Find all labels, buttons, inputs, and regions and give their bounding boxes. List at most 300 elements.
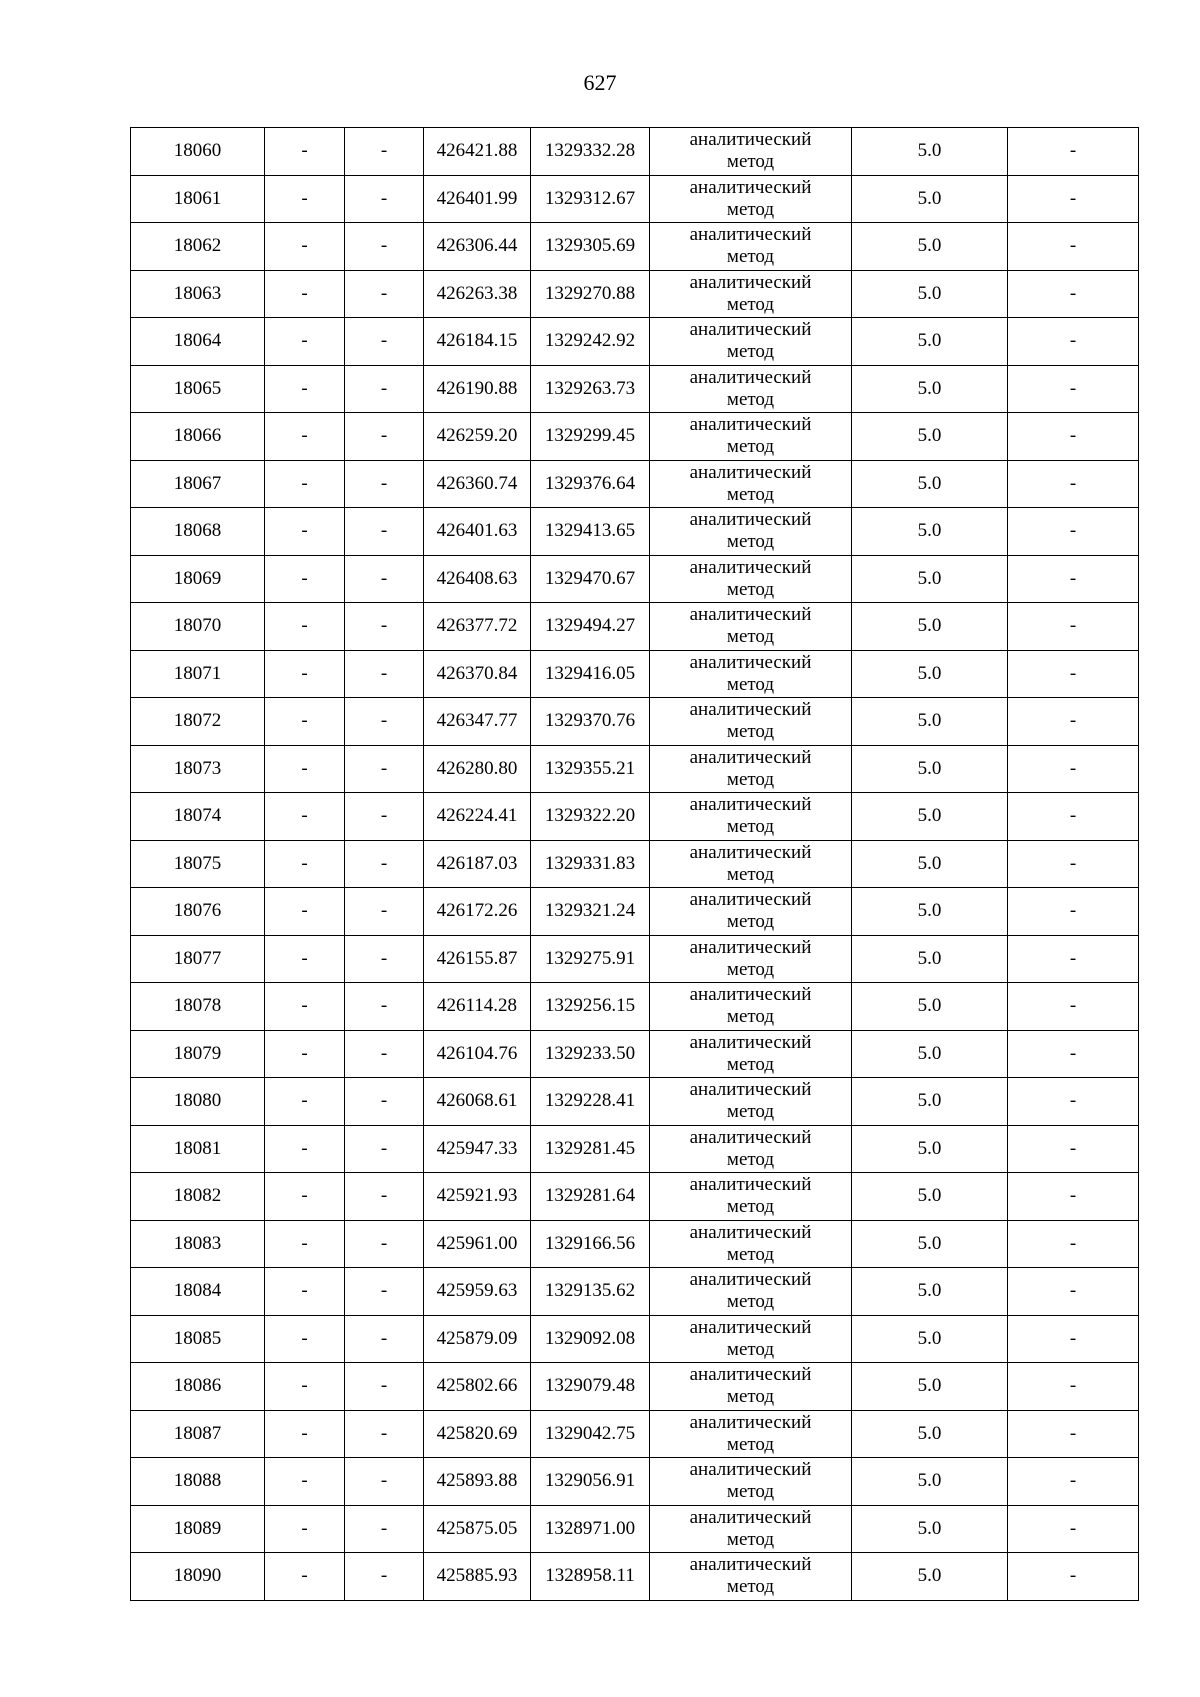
method-line-2: метод bbox=[726, 1053, 775, 1075]
table-row bbox=[131, 365, 1139, 413]
dash-cell-1: - bbox=[265, 508, 345, 556]
method-line-2: метод bbox=[726, 246, 775, 268]
x-coordinate-cell: 426377.72 bbox=[424, 603, 531, 651]
dash-cell-1: - bbox=[265, 1505, 345, 1553]
y-coordinate-cell: 1329166.56 bbox=[531, 1220, 650, 1268]
table-row bbox=[131, 983, 1139, 1031]
point-id-cell: 18082 bbox=[131, 1173, 265, 1221]
dash-cell-3: - bbox=[1008, 1030, 1139, 1078]
point-id-cell: 18074 bbox=[131, 793, 265, 841]
table-row bbox=[131, 650, 1139, 698]
dash-cell-2: - bbox=[345, 983, 424, 1031]
x-coordinate-cell: 425947.33 bbox=[424, 1125, 531, 1173]
point-id-cell: 18076 bbox=[131, 888, 265, 936]
dash-cell-1: - bbox=[265, 1125, 345, 1173]
method-line-1: аналитический bbox=[689, 1079, 812, 1101]
point-id-cell: 18064 bbox=[131, 318, 265, 366]
method-line-1: аналитический bbox=[689, 889, 812, 911]
method-line-1: аналитический bbox=[689, 794, 812, 816]
method-line-2: метод bbox=[726, 1338, 775, 1360]
method-line-1: аналитический bbox=[689, 366, 812, 388]
dash-cell-1: - bbox=[265, 460, 345, 508]
accuracy-value-cell: 5.0 bbox=[852, 128, 1008, 176]
method-line-2: метод bbox=[726, 1196, 775, 1218]
point-id-cell: 18073 bbox=[131, 745, 265, 793]
dash-cell-3: - bbox=[1008, 128, 1139, 176]
method-line-1: аналитический bbox=[689, 1506, 812, 1528]
y-coordinate-cell: 1329305.69 bbox=[531, 223, 650, 271]
x-coordinate-cell: 426401.63 bbox=[424, 508, 531, 556]
method-line-1: аналитический bbox=[689, 1126, 812, 1148]
method-cell bbox=[650, 318, 852, 366]
method-line-1: аналитический bbox=[689, 1031, 812, 1053]
method-cell bbox=[650, 508, 852, 556]
method-line-2: метод bbox=[726, 388, 775, 410]
table-row bbox=[131, 1125, 1139, 1173]
x-coordinate-cell: 426187.03 bbox=[424, 840, 531, 888]
y-coordinate-cell: 1329233.50 bbox=[531, 1030, 650, 1078]
dash-cell-1: - bbox=[265, 1315, 345, 1363]
method-line-1: аналитический bbox=[689, 129, 812, 151]
method-cell bbox=[650, 413, 852, 461]
method-line-2: метод bbox=[726, 1148, 775, 1170]
accuracy-value-cell: 5.0 bbox=[852, 555, 1008, 603]
method-line-2: метод bbox=[726, 151, 775, 173]
x-coordinate-cell: 426224.41 bbox=[424, 793, 531, 841]
method-line-1: аналитический bbox=[689, 841, 812, 863]
table-row bbox=[131, 793, 1139, 841]
y-coordinate-cell: 1329416.05 bbox=[531, 650, 650, 698]
dash-cell-1: - bbox=[265, 793, 345, 841]
method-line-2: метод bbox=[726, 1528, 775, 1550]
x-coordinate-cell: 426408.63 bbox=[424, 555, 531, 603]
y-coordinate-cell: 1329135.62 bbox=[531, 1268, 650, 1316]
dash-cell-1: - bbox=[265, 365, 345, 413]
dash-cell-2: - bbox=[345, 650, 424, 698]
accuracy-value-cell: 5.0 bbox=[852, 1458, 1008, 1506]
y-coordinate-cell: 1329332.28 bbox=[531, 128, 650, 176]
dash-cell-2: - bbox=[345, 1315, 424, 1363]
x-coordinate-cell: 426184.15 bbox=[424, 318, 531, 366]
dash-cell-3: - bbox=[1008, 840, 1139, 888]
accuracy-value-cell: 5.0 bbox=[852, 1410, 1008, 1458]
accuracy-value-cell: 5.0 bbox=[852, 1220, 1008, 1268]
dash-cell-2: - bbox=[345, 1553, 424, 1601]
dash-cell-2: - bbox=[345, 1268, 424, 1316]
x-coordinate-cell: 425959.63 bbox=[424, 1268, 531, 1316]
y-coordinate-cell: 1329299.45 bbox=[531, 413, 650, 461]
dash-cell-2: - bbox=[345, 935, 424, 983]
table-row bbox=[131, 555, 1139, 603]
dash-cell-3: - bbox=[1008, 1220, 1139, 1268]
dash-cell-2: - bbox=[345, 1125, 424, 1173]
x-coordinate-cell: 426114.28 bbox=[424, 983, 531, 1031]
accuracy-value-cell: 5.0 bbox=[852, 1173, 1008, 1221]
method-line-2: метод bbox=[726, 1576, 775, 1598]
y-coordinate-cell: 1329355.21 bbox=[531, 745, 650, 793]
accuracy-value-cell: 5.0 bbox=[852, 983, 1008, 1031]
method-line-1: аналитический bbox=[689, 1554, 812, 1576]
x-coordinate-cell: 425885.93 bbox=[424, 1553, 531, 1601]
method-line-1: аналитический bbox=[689, 1459, 812, 1481]
table-row bbox=[131, 1410, 1139, 1458]
dash-cell-1: - bbox=[265, 698, 345, 746]
table-row bbox=[131, 1030, 1139, 1078]
method-line-2: метод bbox=[726, 1481, 775, 1503]
method-cell bbox=[650, 175, 852, 223]
dash-cell-2: - bbox=[345, 1410, 424, 1458]
method-cell bbox=[650, 793, 852, 841]
accuracy-value-cell: 5.0 bbox=[852, 888, 1008, 936]
dash-cell-1: - bbox=[265, 1078, 345, 1126]
dash-cell-2: - bbox=[345, 175, 424, 223]
dash-cell-2: - bbox=[345, 508, 424, 556]
y-coordinate-cell: 1328958.11 bbox=[531, 1553, 650, 1601]
accuracy-value-cell: 5.0 bbox=[852, 698, 1008, 746]
point-id-cell: 18075 bbox=[131, 840, 265, 888]
y-coordinate-cell: 1329092.08 bbox=[531, 1315, 650, 1363]
method-line-2: метод bbox=[726, 198, 775, 220]
y-coordinate-cell: 1329312.67 bbox=[531, 175, 650, 223]
method-line-1: аналитический bbox=[689, 1221, 812, 1243]
method-cell bbox=[650, 935, 852, 983]
dash-cell-1: - bbox=[265, 840, 345, 888]
dash-cell-3: - bbox=[1008, 983, 1139, 1031]
method-cell bbox=[650, 840, 852, 888]
dash-cell-1: - bbox=[265, 1410, 345, 1458]
table-body bbox=[131, 128, 1139, 1601]
y-coordinate-cell: 1328971.00 bbox=[531, 1505, 650, 1553]
method-cell bbox=[650, 270, 852, 318]
point-id-cell: 18084 bbox=[131, 1268, 265, 1316]
table-row bbox=[131, 840, 1139, 888]
x-coordinate-cell: 426190.88 bbox=[424, 365, 531, 413]
x-coordinate-cell: 426347.77 bbox=[424, 698, 531, 746]
dash-cell-3: - bbox=[1008, 1458, 1139, 1506]
method-cell bbox=[650, 983, 852, 1031]
method-line-2: метод bbox=[726, 768, 775, 790]
y-coordinate-cell: 1329256.15 bbox=[531, 983, 650, 1031]
y-coordinate-cell: 1329281.45 bbox=[531, 1125, 650, 1173]
accuracy-value-cell: 5.0 bbox=[852, 318, 1008, 366]
table-row bbox=[131, 1505, 1139, 1553]
point-id-cell: 18087 bbox=[131, 1410, 265, 1458]
dash-cell-2: - bbox=[345, 1173, 424, 1221]
x-coordinate-cell: 425921.93 bbox=[424, 1173, 531, 1221]
method-cell bbox=[650, 603, 852, 651]
x-coordinate-cell: 426155.87 bbox=[424, 935, 531, 983]
dash-cell-2: - bbox=[345, 888, 424, 936]
method-cell bbox=[650, 555, 852, 603]
dash-cell-3: - bbox=[1008, 1363, 1139, 1411]
y-coordinate-cell: 1329270.88 bbox=[531, 270, 650, 318]
dash-cell-2: - bbox=[345, 460, 424, 508]
dash-cell-2: - bbox=[345, 1505, 424, 1553]
method-line-2: метод bbox=[726, 436, 775, 458]
accuracy-value-cell: 5.0 bbox=[852, 840, 1008, 888]
method-line-2: метод bbox=[726, 673, 775, 695]
x-coordinate-cell: 426370.84 bbox=[424, 650, 531, 698]
x-coordinate-cell: 425820.69 bbox=[424, 1410, 531, 1458]
dash-cell-3: - bbox=[1008, 745, 1139, 793]
method-line-2: метод bbox=[726, 1386, 775, 1408]
dash-cell-1: - bbox=[265, 935, 345, 983]
accuracy-value-cell: 5.0 bbox=[852, 270, 1008, 318]
method-cell bbox=[650, 223, 852, 271]
method-line-1: аналитический bbox=[689, 414, 812, 436]
method-cell bbox=[650, 650, 852, 698]
x-coordinate-cell: 426263.38 bbox=[424, 270, 531, 318]
method-line-2: метод bbox=[726, 531, 775, 553]
method-line-2: метод bbox=[726, 1006, 775, 1028]
accuracy-value-cell: 5.0 bbox=[852, 460, 1008, 508]
dash-cell-1: - bbox=[265, 603, 345, 651]
method-cell bbox=[650, 1173, 852, 1221]
dash-cell-2: - bbox=[345, 128, 424, 176]
dash-cell-3: - bbox=[1008, 555, 1139, 603]
method-line-2: метод bbox=[726, 1291, 775, 1313]
method-line-1: аналитический bbox=[689, 1316, 812, 1338]
table-row bbox=[131, 460, 1139, 508]
y-coordinate-cell: 1329042.75 bbox=[531, 1410, 650, 1458]
dash-cell-2: - bbox=[345, 270, 424, 318]
dash-cell-3: - bbox=[1008, 365, 1139, 413]
table-row bbox=[131, 1458, 1139, 1506]
table-row bbox=[131, 698, 1139, 746]
y-coordinate-cell: 1329370.76 bbox=[531, 698, 650, 746]
point-id-cell: 18090 bbox=[131, 1553, 265, 1601]
dash-cell-3: - bbox=[1008, 1125, 1139, 1173]
point-id-cell: 18085 bbox=[131, 1315, 265, 1363]
x-coordinate-cell: 426401.99 bbox=[424, 175, 531, 223]
accuracy-value-cell: 5.0 bbox=[852, 935, 1008, 983]
dash-cell-1: - bbox=[265, 1030, 345, 1078]
dash-cell-2: - bbox=[345, 603, 424, 651]
dash-cell-1: - bbox=[265, 1363, 345, 1411]
table-row bbox=[131, 603, 1139, 651]
dash-cell-2: - bbox=[345, 698, 424, 746]
table-row bbox=[131, 270, 1139, 318]
table-row bbox=[131, 745, 1139, 793]
table-row bbox=[131, 1173, 1139, 1221]
dash-cell-3: - bbox=[1008, 413, 1139, 461]
y-coordinate-cell: 1329376.64 bbox=[531, 460, 650, 508]
point-id-cell: 18065 bbox=[131, 365, 265, 413]
method-line-1: аналитический bbox=[689, 1174, 812, 1196]
y-coordinate-cell: 1329281.64 bbox=[531, 1173, 650, 1221]
dash-cell-2: - bbox=[345, 1363, 424, 1411]
method-line-1: аналитический bbox=[689, 651, 812, 673]
y-coordinate-cell: 1329331.83 bbox=[531, 840, 650, 888]
dash-cell-3: - bbox=[1008, 935, 1139, 983]
accuracy-value-cell: 5.0 bbox=[852, 1553, 1008, 1601]
accuracy-value-cell: 5.0 bbox=[852, 413, 1008, 461]
accuracy-value-cell: 5.0 bbox=[852, 1505, 1008, 1553]
y-coordinate-cell: 1329228.41 bbox=[531, 1078, 650, 1126]
x-coordinate-cell: 426360.74 bbox=[424, 460, 531, 508]
accuracy-value-cell: 5.0 bbox=[852, 365, 1008, 413]
accuracy-value-cell: 5.0 bbox=[852, 1125, 1008, 1173]
method-line-2: метод bbox=[726, 1243, 775, 1265]
method-cell bbox=[650, 1125, 852, 1173]
table-row bbox=[131, 1078, 1139, 1126]
dash-cell-2: - bbox=[345, 413, 424, 461]
y-coordinate-cell: 1329079.48 bbox=[531, 1363, 650, 1411]
dash-cell-1: - bbox=[265, 555, 345, 603]
point-id-cell: 18063 bbox=[131, 270, 265, 318]
y-coordinate-cell: 1329242.92 bbox=[531, 318, 650, 366]
table-row bbox=[131, 888, 1139, 936]
dash-cell-3: - bbox=[1008, 1553, 1139, 1601]
dash-cell-2: - bbox=[345, 223, 424, 271]
dash-cell-2: - bbox=[345, 555, 424, 603]
table-row bbox=[131, 1315, 1139, 1363]
dash-cell-2: - bbox=[345, 1220, 424, 1268]
point-id-cell: 18068 bbox=[131, 508, 265, 556]
method-line-2: метод bbox=[726, 958, 775, 980]
dash-cell-2: - bbox=[345, 1458, 424, 1506]
point-id-cell: 18071 bbox=[131, 650, 265, 698]
method-line-2: метод bbox=[726, 863, 775, 885]
dash-cell-2: - bbox=[345, 1078, 424, 1126]
method-line-2: метод bbox=[726, 293, 775, 315]
method-line-1: аналитический bbox=[689, 319, 812, 341]
accuracy-value-cell: 5.0 bbox=[852, 508, 1008, 556]
point-id-cell: 18086 bbox=[131, 1363, 265, 1411]
y-coordinate-cell: 1329322.20 bbox=[531, 793, 650, 841]
y-coordinate-cell: 1329470.67 bbox=[531, 555, 650, 603]
x-coordinate-cell: 426280.80 bbox=[424, 745, 531, 793]
dash-cell-1: - bbox=[265, 1458, 345, 1506]
accuracy-value-cell: 5.0 bbox=[852, 223, 1008, 271]
method-line-1: аналитический bbox=[689, 699, 812, 721]
point-id-cell: 18066 bbox=[131, 413, 265, 461]
method-line-1: аналитический bbox=[689, 1269, 812, 1291]
method-line-1: аналитический bbox=[689, 746, 812, 768]
dash-cell-3: - bbox=[1008, 1315, 1139, 1363]
accuracy-value-cell: 5.0 bbox=[852, 1030, 1008, 1078]
dash-cell-1: - bbox=[265, 413, 345, 461]
table-row bbox=[131, 128, 1139, 176]
method-line-1: аналитический bbox=[689, 224, 812, 246]
accuracy-value-cell: 5.0 bbox=[852, 175, 1008, 223]
dash-cell-3: - bbox=[1008, 793, 1139, 841]
dash-cell-2: - bbox=[345, 1030, 424, 1078]
x-coordinate-cell: 426104.76 bbox=[424, 1030, 531, 1078]
method-line-1: аналитический bbox=[689, 604, 812, 626]
point-id-cell: 18079 bbox=[131, 1030, 265, 1078]
dash-cell-3: - bbox=[1008, 508, 1139, 556]
method-cell bbox=[650, 460, 852, 508]
y-coordinate-cell: 1329056.91 bbox=[531, 1458, 650, 1506]
method-line-2: метод bbox=[726, 911, 775, 933]
dash-cell-3: - bbox=[1008, 650, 1139, 698]
page-number: 627 bbox=[583, 70, 617, 95]
dash-cell-3: - bbox=[1008, 318, 1139, 366]
method-line-2: метод bbox=[726, 816, 775, 838]
dash-cell-1: - bbox=[265, 318, 345, 366]
method-line-2: метод bbox=[726, 721, 775, 743]
point-id-cell: 18067 bbox=[131, 460, 265, 508]
accuracy-value-cell: 5.0 bbox=[852, 1268, 1008, 1316]
dash-cell-1: - bbox=[265, 128, 345, 176]
dash-cell-3: - bbox=[1008, 698, 1139, 746]
y-coordinate-cell: 1329494.27 bbox=[531, 603, 650, 651]
method-cell bbox=[650, 745, 852, 793]
method-line-1: аналитический bbox=[689, 271, 812, 293]
method-line-2: метод bbox=[726, 483, 775, 505]
point-id-cell: 18081 bbox=[131, 1125, 265, 1173]
method-line-1: аналитический bbox=[689, 176, 812, 198]
y-coordinate-cell: 1329263.73 bbox=[531, 365, 650, 413]
dash-cell-2: - bbox=[345, 840, 424, 888]
point-id-cell: 18078 bbox=[131, 983, 265, 1031]
method-line-1: аналитический bbox=[689, 509, 812, 531]
dash-cell-3: - bbox=[1008, 1505, 1139, 1553]
dash-cell-3: - bbox=[1008, 1410, 1139, 1458]
dash-cell-3: - bbox=[1008, 888, 1139, 936]
accuracy-value-cell: 5.0 bbox=[852, 1078, 1008, 1126]
dash-cell-1: - bbox=[265, 1268, 345, 1316]
accuracy-value-cell: 5.0 bbox=[852, 1315, 1008, 1363]
dash-cell-1: - bbox=[265, 175, 345, 223]
table-row bbox=[131, 1363, 1139, 1411]
x-coordinate-cell: 425893.88 bbox=[424, 1458, 531, 1506]
table-row bbox=[131, 935, 1139, 983]
method-cell bbox=[650, 1410, 852, 1458]
point-id-cell: 18080 bbox=[131, 1078, 265, 1126]
y-coordinate-cell: 1329275.91 bbox=[531, 935, 650, 983]
point-id-cell: 18070 bbox=[131, 603, 265, 651]
dash-cell-3: - bbox=[1008, 175, 1139, 223]
dash-cell-3: - bbox=[1008, 270, 1139, 318]
accuracy-value-cell: 5.0 bbox=[852, 793, 1008, 841]
dash-cell-2: - bbox=[345, 365, 424, 413]
x-coordinate-cell: 425875.05 bbox=[424, 1505, 531, 1553]
x-coordinate-cell: 425879.09 bbox=[424, 1315, 531, 1363]
y-coordinate-cell: 1329321.24 bbox=[531, 888, 650, 936]
method-cell bbox=[650, 1553, 852, 1601]
method-cell bbox=[650, 1078, 852, 1126]
accuracy-value-cell: 5.0 bbox=[852, 603, 1008, 651]
table-row bbox=[131, 413, 1139, 461]
x-coordinate-cell: 425961.00 bbox=[424, 1220, 531, 1268]
table-row bbox=[131, 508, 1139, 556]
method-cell bbox=[650, 1505, 852, 1553]
method-line-2: метод bbox=[726, 626, 775, 648]
dash-cell-1: - bbox=[265, 1553, 345, 1601]
method-line-1: аналитический bbox=[689, 1411, 812, 1433]
coordinates-table bbox=[130, 127, 1139, 1601]
dash-cell-1: - bbox=[265, 223, 345, 271]
method-line-2: метод bbox=[726, 341, 775, 363]
x-coordinate-cell: 426068.61 bbox=[424, 1078, 531, 1126]
method-cell bbox=[650, 1315, 852, 1363]
method-line-1: аналитический bbox=[689, 984, 812, 1006]
method-line-1: аналитический bbox=[689, 936, 812, 958]
point-id-cell: 18060 bbox=[131, 128, 265, 176]
dash-cell-1: - bbox=[265, 888, 345, 936]
table-row bbox=[131, 175, 1139, 223]
method-cell bbox=[650, 698, 852, 746]
table-row bbox=[131, 1553, 1139, 1601]
dash-cell-1: - bbox=[265, 1173, 345, 1221]
method-cell bbox=[650, 1363, 852, 1411]
table-row bbox=[131, 223, 1139, 271]
dash-cell-2: - bbox=[345, 318, 424, 366]
method-cell bbox=[650, 128, 852, 176]
dash-cell-1: - bbox=[265, 1220, 345, 1268]
